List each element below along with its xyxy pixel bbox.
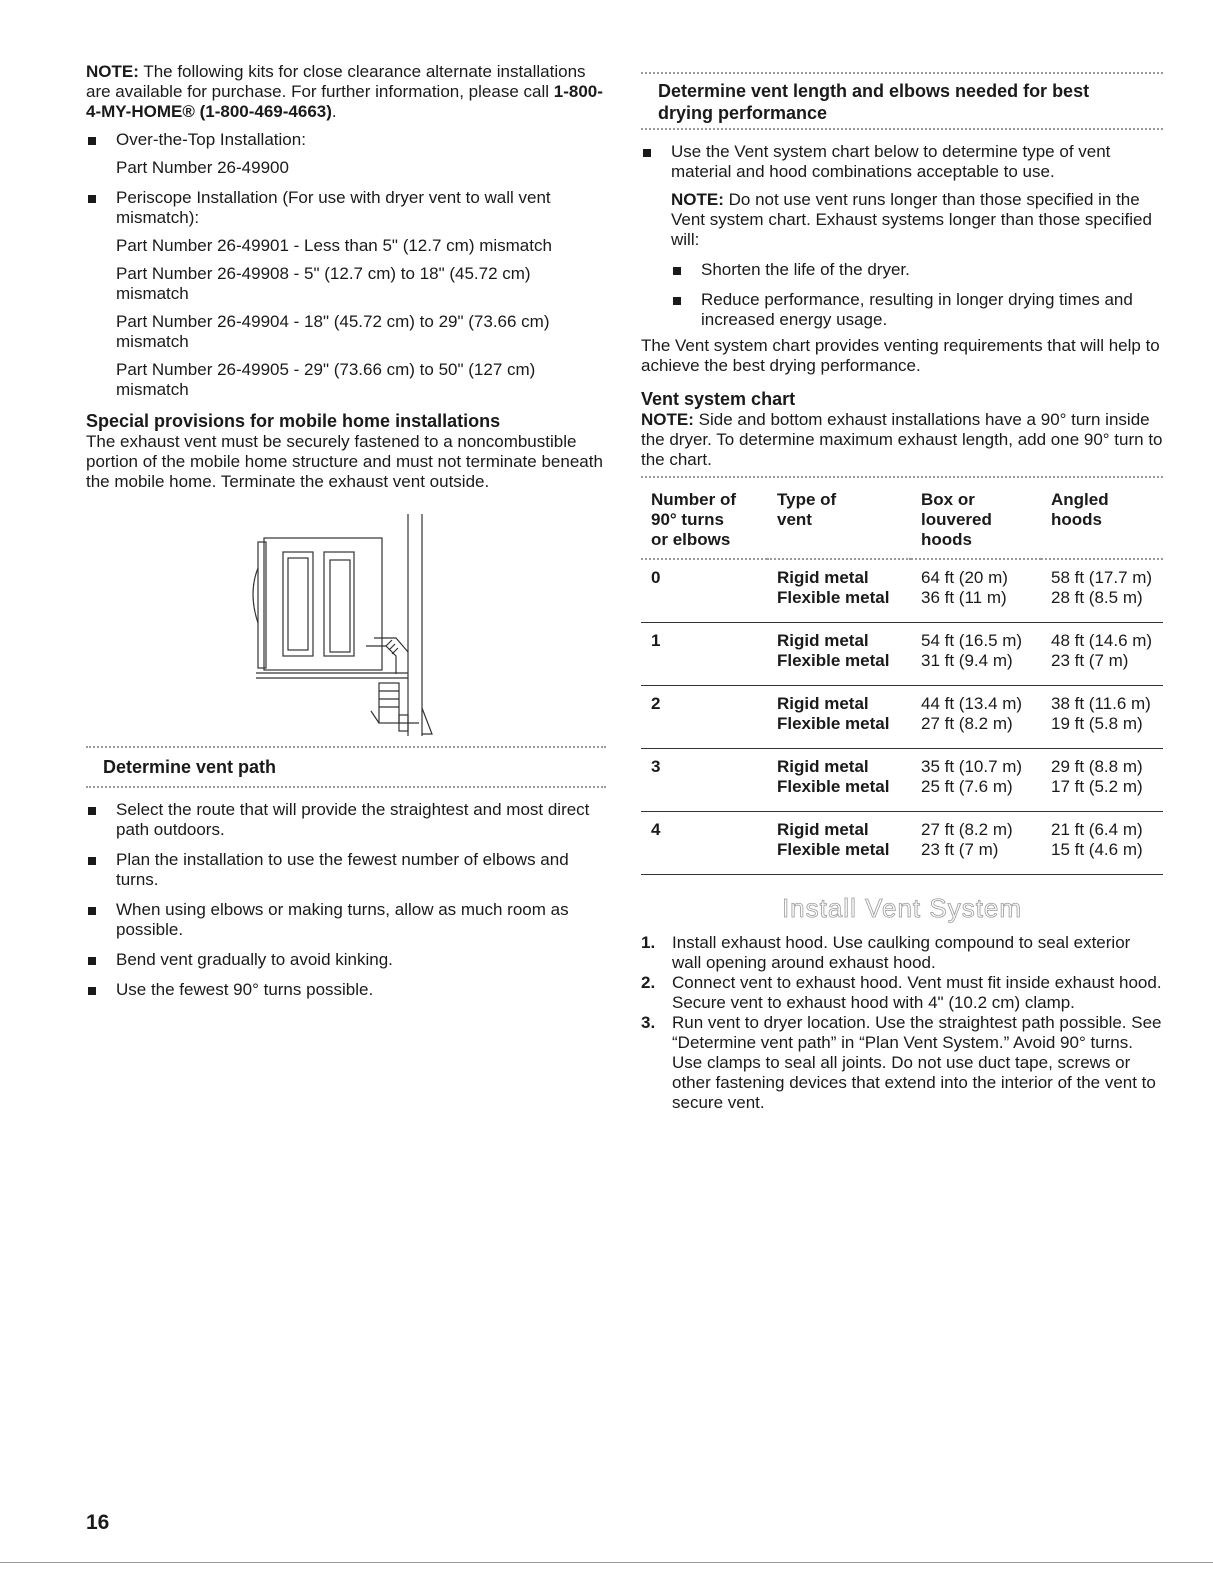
list-item: Use the fewest 90° turns possible. — [86, 980, 606, 1000]
part-number: Part Number 26-49908 - 5" (12.7 cm) to 18" (45.72 cm) mismatch — [116, 264, 531, 303]
part-number: Part Number 26-49904 - 18" (45.72 cm) to 29" (73.66 cm) mismatch — [116, 312, 550, 351]
chart-heading: Vent system chart — [641, 389, 796, 409]
max-length: 25 ft (7.6 m) — [921, 777, 1013, 796]
step-item — [641, 973, 1163, 1013]
angled-hood-cell — [1041, 686, 1163, 749]
angled-hood-cell — [1041, 812, 1163, 875]
kit-item — [86, 130, 606, 178]
max-length: 38 ft (11.6 m) — [1051, 694, 1151, 713]
note-text: Do not use vent runs longer than those specified in the Vent system chart. Exhaust systems longer than those specified will: — [671, 190, 1152, 249]
part-number: Part Number 26-49905 - 29" (73.66 cm) to 50" (127 cm) mismatch — [116, 360, 536, 399]
list-item: Reduce performance, resulting in longer drying times and increased energy usage. — [671, 290, 1163, 330]
max-length: 31 ft (9.4 m) — [921, 651, 1013, 670]
install-steps — [641, 933, 1163, 1113]
vent-path-list — [86, 800, 606, 1000]
step-text: Connect vent to exhaust hood. Vent must fit inside exhaust hood. Secure vent to exhaust hood with 4" (10.2 cm) clamp. — [672, 973, 1162, 1012]
col-header-box-hoods: Box or louvered hoods — [921, 490, 992, 549]
turns-cell — [641, 623, 767, 686]
step-number: 3. — [641, 1013, 656, 1032]
dryer-illustration-svg — [86, 508, 606, 738]
list-item: Select the route that will provide the straightest and most direct path outdoors. — [86, 800, 606, 840]
step-text: Run vent to dryer location. Use the straightest path possible. See “Determine vent path” in “Plan Vent System.” Avoid 90° turns. Use clamps to seal all joints. Do not use duct tape, screws or other fastening devices that extend into the interior of the vent to secure vent. — [672, 1013, 1162, 1112]
mobile-home-text: The exhaust vent must be securely fastened to a noncombustible portion of the mobile home structure and must not terminate beneath the mobile home. Terminate the exhaust vent outside. — [86, 432, 603, 491]
max-length: 15 ft (4.6 m) — [1051, 840, 1143, 859]
max-length: 44 ft (13.4 m) — [921, 694, 1023, 713]
kits-note — [86, 62, 606, 122]
page-number: 16 — [86, 1511, 110, 1534]
max-length: 36 ft (11 m) — [921, 588, 1007, 607]
table-row — [641, 623, 1163, 686]
vent-type-cell — [767, 686, 911, 749]
max-length: 58 ft (17.7 m) — [1051, 568, 1153, 587]
vent-type-cell — [767, 749, 911, 812]
warning-list — [671, 260, 1163, 330]
turns-value: 3 — [651, 757, 661, 776]
list-item: When using elbows or making turns, allow as much room as possible. — [86, 900, 606, 940]
note-label: NOTE: — [86, 62, 139, 81]
table-row — [641, 559, 1163, 623]
vent-length-heading: Determine vent length and elbows needed for best drying performance — [658, 81, 1090, 123]
kits-list — [86, 130, 606, 400]
box-hood-cell — [911, 749, 1041, 812]
turns-value: 1 — [651, 631, 661, 650]
max-length: 19 ft (5.8 m) — [1051, 714, 1143, 733]
left-column — [86, 60, 606, 1010]
vent-type: Flexible metal — [777, 588, 890, 607]
turns-value: 2 — [651, 694, 661, 713]
col-header-vent-type: Type of vent — [777, 490, 837, 529]
step-item — [641, 933, 1163, 973]
step-item — [641, 1013, 1163, 1113]
angled-hood-cell — [1041, 623, 1163, 686]
phone-number: 1-800-4-MY-HOME® (1-800-469-4663) — [86, 82, 603, 121]
note-label: NOTE: — [641, 410, 694, 429]
box-hood-cell — [911, 686, 1041, 749]
turns-cell — [641, 559, 767, 623]
max-length: 35 ft (10.7 m) — [921, 757, 1023, 776]
list-item: Bend vent gradually to avoid kinking. — [86, 950, 606, 970]
install-vent-title: Install Vent System — [781, 893, 1023, 923]
max-length: 27 ft (8.2 m) — [921, 820, 1013, 839]
table-header-row — [641, 484, 1163, 559]
vent-type: Rigid metal — [777, 820, 869, 839]
vent-type: Flexible metal — [777, 651, 890, 670]
kit-title: Over-the-Top Installation: — [116, 130, 306, 149]
vent-type: Flexible metal — [777, 840, 890, 859]
max-length: 29 ft (8.8 m) — [1051, 757, 1143, 776]
box-hood-cell — [911, 812, 1041, 875]
table-row — [641, 686, 1163, 749]
vent-type: Rigid metal — [777, 631, 869, 650]
angled-hood-cell — [1041, 559, 1163, 623]
step-number: 2. — [641, 973, 656, 992]
box-hood-cell — [911, 559, 1041, 623]
turns-value: 4 — [651, 820, 661, 839]
step-number: 1. — [641, 933, 656, 952]
vent-type: Flexible metal — [777, 714, 890, 733]
angled-hood-cell — [1041, 749, 1163, 812]
part-number: Part Number 26-49900 — [116, 158, 289, 177]
divider — [641, 72, 1163, 74]
vent-type: Rigid metal — [777, 757, 869, 776]
divider — [641, 476, 1163, 478]
vent-type: Rigid metal — [777, 568, 869, 587]
vent-length-list — [641, 142, 1163, 330]
max-length: 23 ft (7 m) — [1051, 651, 1129, 670]
bullet-text: Use the Vent system chart below to determine type of vent material and hood combinations acceptable to use. — [671, 142, 1111, 181]
chart-note — [641, 410, 1163, 470]
part-number: Part Number 26-49901 - Less than 5" (12.7 cm) mismatch — [116, 236, 552, 255]
step-text: Install exhaust hood. Use caulking compound to seal exterior wall opening around exhaust hood. — [672, 933, 1131, 972]
turns-cell — [641, 812, 767, 875]
max-length: 48 ft (14.6 m) — [1051, 631, 1153, 650]
divider — [86, 746, 606, 748]
vent-path-heading: Determine vent path — [103, 757, 277, 777]
max-length: 27 ft (8.2 m) — [921, 714, 1013, 733]
table-row — [641, 812, 1163, 875]
max-length: 21 ft (6.4 m) — [1051, 820, 1143, 839]
turns-cell — [641, 686, 767, 749]
max-length: 17 ft (5.2 m) — [1051, 777, 1143, 796]
bottom-rule — [0, 1562, 1213, 1563]
note-end: . — [331, 102, 337, 121]
chart-intro: The Vent system chart provides venting requirements that will help to achieve the best drying performance. — [641, 336, 1160, 375]
vent-type: Rigid metal — [777, 694, 869, 713]
vent-runs-note — [671, 190, 1163, 250]
list-item: Shorten the life of the dryer. — [671, 260, 1163, 280]
vent-type-cell — [767, 623, 911, 686]
max-length: 23 ft (7 m) — [921, 840, 999, 859]
max-length: 64 ft (20 m) — [921, 568, 1008, 587]
col-header-turns: Number of 90° turns or elbows — [651, 490, 736, 549]
max-length: 28 ft (8.5 m) — [1051, 588, 1143, 607]
right-column — [641, 60, 1163, 1113]
kit-item — [86, 188, 606, 400]
list-item — [641, 142, 1163, 330]
kit-title: Periscope Installation (For use with dryer vent to wall vent mismatch): — [116, 188, 551, 227]
vent-type-cell — [767, 812, 911, 875]
vent-system-chart — [641, 484, 1163, 875]
list-item: Plan the installation to use the fewest number of elbows and turns. — [86, 850, 606, 890]
divider — [641, 128, 1163, 130]
dryer-periscope-illustration — [86, 508, 606, 738]
box-hood-cell — [911, 623, 1041, 686]
col-header-angled-hoods: Angled hoods — [1051, 490, 1109, 529]
turns-cell — [641, 749, 767, 812]
vent-type-cell — [767, 559, 911, 623]
mobile-home-heading: Special provisions for mobile home installations — [86, 411, 501, 431]
table-row — [641, 749, 1163, 812]
vent-type: Flexible metal — [777, 777, 890, 796]
turns-value: 0 — [651, 568, 661, 587]
note-label: NOTE: — [671, 190, 724, 209]
note-text: The following kits for close clearance alternate installations are available for purchase. For further information, please call — [86, 62, 586, 101]
divider — [86, 786, 606, 788]
note-text: Side and bottom exhaust installations have a 90° turn inside the dryer. To determine maximum exhaust length, add one 90° turn to the chart. — [641, 410, 1163, 469]
max-length: 54 ft (16.5 m) — [921, 631, 1023, 650]
